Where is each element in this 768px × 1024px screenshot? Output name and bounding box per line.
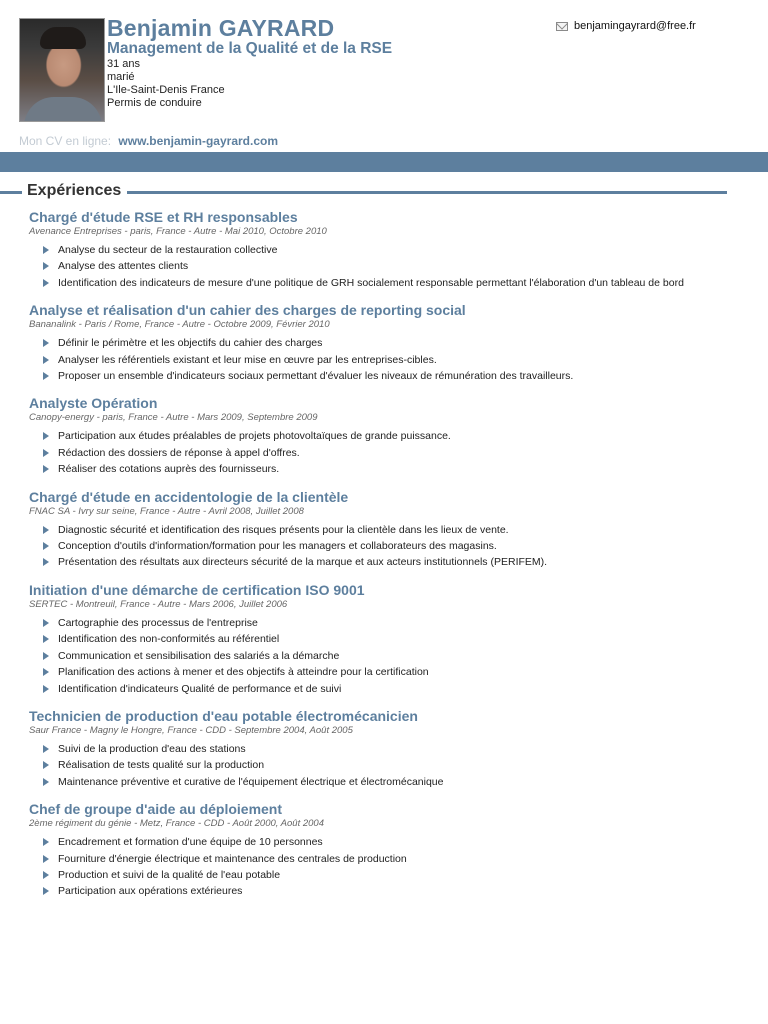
task-item xyxy=(29,867,749,883)
triangle-right-icon xyxy=(43,635,49,643)
triangle-right-icon xyxy=(43,356,49,364)
triangle-right-icon xyxy=(43,432,49,440)
email-address[interactable]: benjamingayrard@free.fr xyxy=(574,20,696,32)
task-list xyxy=(29,522,749,571)
task-list xyxy=(29,741,749,790)
task-list xyxy=(29,834,749,900)
triangle-right-icon xyxy=(43,745,49,753)
experience-list xyxy=(29,209,749,911)
triangle-right-icon xyxy=(43,668,49,676)
job-headline: Management de la Qualité et de la RSE xyxy=(107,40,393,57)
cv-header xyxy=(0,0,768,152)
marital-status: marié xyxy=(107,71,135,83)
task-text: Analyse du secteur de la restauration collective xyxy=(58,244,278,256)
experience-meta: Canopy-energy - paris, France - Autre - Mars 2009, Septembre 2009 xyxy=(29,412,318,424)
experience-meta: Avenance Entreprises - paris, France - Autre - Mai 2010, Octobre 2010 xyxy=(29,226,327,237)
experience-item xyxy=(29,708,749,790)
task-list xyxy=(29,242,749,291)
task-text: Rédaction des dossiers de réponse à appel d'offres. xyxy=(58,446,300,459)
task-item xyxy=(29,648,749,664)
experience-meta: FNAC SA - Ivry sur seine, France - Autre - Avril 2008, Juillet 2008 xyxy=(29,505,304,517)
task-item xyxy=(29,554,749,570)
triangle-right-icon xyxy=(43,465,49,473)
driving-license: Permis de conduire xyxy=(107,97,202,109)
triangle-right-icon xyxy=(43,685,49,693)
triangle-right-icon xyxy=(43,778,49,786)
triangle-right-icon xyxy=(43,449,49,457)
task-item xyxy=(29,335,749,351)
section-header-experiences xyxy=(0,182,768,202)
task-text: Identification des non-conformités au référentiel xyxy=(58,633,280,646)
task-item xyxy=(29,368,749,384)
task-item xyxy=(29,834,749,850)
task-text: Participation aux opérations extérieures xyxy=(58,885,243,898)
task-text: Encadrement et formation d'une équipe de 10 personnes xyxy=(58,836,323,849)
task-item xyxy=(29,631,749,647)
task-text: Participation aux études préalables de projets photovoltaïques de grande puissance. xyxy=(58,430,451,443)
task-item xyxy=(29,461,749,477)
task-text: Conception d'outils d'information/formation pour les managers et collaborateurs des magasins. xyxy=(58,540,497,553)
task-item xyxy=(29,445,749,461)
task-item xyxy=(29,275,749,291)
experience-meta: 2ème régiment du génie - Metz, France - CDD - Août 2000, Août 2004 xyxy=(29,818,325,830)
task-text: Identification d'indicateurs Qualité de performance et de suivi xyxy=(58,682,342,695)
triangle-right-icon xyxy=(43,855,49,863)
experience-title: Chargé d'étude RSE et RH responsables xyxy=(29,209,298,225)
task-text: Communication et sensibilisation des salariés a la démarche xyxy=(58,649,340,662)
experience-item xyxy=(29,209,749,291)
section-rule-left xyxy=(0,191,22,194)
section-rule-right xyxy=(127,191,727,194)
task-list xyxy=(29,335,749,384)
personal-info xyxy=(107,58,225,110)
triangle-right-icon xyxy=(43,619,49,627)
task-item xyxy=(29,883,749,899)
online-cv xyxy=(19,134,278,148)
experience-meta: SERTEC - Montreuil, France - Autre - Mars 2006, Juillet 2006 xyxy=(29,598,288,610)
experience-item xyxy=(29,582,749,697)
task-text: Identification des indicateurs de mesure d'une politique de GRH socialement responsable permettant l'élaboration d'un tableau de bord xyxy=(58,276,684,289)
task-item xyxy=(29,681,749,697)
triangle-right-icon xyxy=(43,871,49,879)
task-list xyxy=(29,428,749,477)
photo-hair-shape xyxy=(40,27,86,49)
task-item xyxy=(29,741,749,757)
task-item xyxy=(29,258,749,274)
task-item xyxy=(29,615,749,631)
triangle-right-icon xyxy=(43,372,49,380)
triangle-right-icon xyxy=(43,652,49,660)
experience-title: Analyse et réalisation d'un cahier des charges de reporting social xyxy=(29,302,466,319)
experience-item xyxy=(29,801,749,900)
email-contact[interactable] xyxy=(556,20,696,32)
task-text: Réalisation de tests qualité sur la production xyxy=(58,759,265,772)
task-text: Analyse des attentes clients xyxy=(58,260,189,273)
location: L'Ile-Saint-Denis France xyxy=(107,84,225,96)
task-item xyxy=(29,538,749,554)
header-divider-bar xyxy=(0,152,768,172)
task-list xyxy=(29,615,749,697)
age: 31 ans xyxy=(107,58,141,70)
profile-photo xyxy=(19,18,105,122)
triangle-right-icon xyxy=(43,526,49,534)
task-text: Présentation des résultats aux directeurs sécurité de la marque et aux acteurs institutionnels (PERIFEM). xyxy=(58,556,548,569)
experience-item xyxy=(29,395,749,477)
mail-icon xyxy=(556,22,568,31)
task-item xyxy=(29,352,749,368)
task-text: Maintenance préventive et curative de l'équipement électrique et électromécanique xyxy=(58,775,444,788)
experience-title: Chef de groupe d'aide au déploiement xyxy=(29,801,283,818)
experience-title: Analyste Opération xyxy=(29,395,158,412)
task-text: Production et suivi de la qualité de l'eau potable xyxy=(58,868,281,881)
task-item xyxy=(29,522,749,538)
experience-item xyxy=(29,302,749,384)
task-text: Suivi de la production d'eau des stations xyxy=(58,742,246,755)
task-text: Analyser les référentiels existant et leur mise en œuvre par les entreprises-cibles. xyxy=(58,353,437,366)
online-cv-link[interactable]: www.benjamin-gayrard.com xyxy=(118,134,278,148)
triangle-right-icon xyxy=(43,838,49,846)
person-name: Benjamin GAYRARD xyxy=(107,15,335,41)
triangle-right-icon xyxy=(43,542,49,550)
task-text: Réaliser des cotations auprès des fournisseurs. xyxy=(58,463,280,476)
task-item xyxy=(29,428,749,444)
triangle-right-icon xyxy=(43,246,49,254)
experience-meta: Bananalink - Paris / Rome, France - Autre - Octobre 2009, Février 2010 xyxy=(29,319,330,331)
experience-title: Technicien de production d'eau potable électromécanicien xyxy=(29,707,418,724)
triangle-right-icon xyxy=(43,339,49,347)
triangle-right-icon xyxy=(43,558,49,566)
task-item xyxy=(29,774,749,790)
task-item xyxy=(29,757,749,773)
experience-meta: Saur France - Magny le Hongre, France - CDD - Septembre 2004, Août 2005 xyxy=(29,724,353,736)
experience-title: Chargé d'étude en accidentologie de la clientèle xyxy=(29,488,349,505)
triangle-right-icon xyxy=(43,761,49,769)
task-text: Cartographie des processus de l'entreprise xyxy=(58,616,258,629)
task-text: Définir le périmètre et les objectifs du cahier des charges xyxy=(58,337,323,350)
task-text: Fourniture d'énergie électrique et maintenance des centrales de production xyxy=(58,852,407,865)
section-title: Expériences xyxy=(27,182,122,199)
task-text: Proposer un ensemble d'indicateurs sociaux permettant d'évaluer les niveaux de rémunération des travailleurs. xyxy=(58,370,574,383)
task-item xyxy=(29,664,749,680)
photo-shirt-shape xyxy=(24,97,102,122)
experience-title: Initiation d'une démarche de certification ISO 9001 xyxy=(29,581,365,598)
experience-item xyxy=(29,489,749,571)
triangle-right-icon xyxy=(43,887,49,895)
triangle-right-icon xyxy=(43,279,49,287)
task-text: Diagnostic sécurité et identification des risques présents pour la clientèle dans les lieux de vente. xyxy=(58,523,509,536)
online-cv-label: Mon CV en ligne: xyxy=(19,134,112,148)
task-item xyxy=(29,242,749,258)
task-item xyxy=(29,851,749,867)
triangle-right-icon xyxy=(43,262,49,270)
task-text: Planification des actions à mener et des objectifs à atteindre pour la certification xyxy=(58,666,429,679)
